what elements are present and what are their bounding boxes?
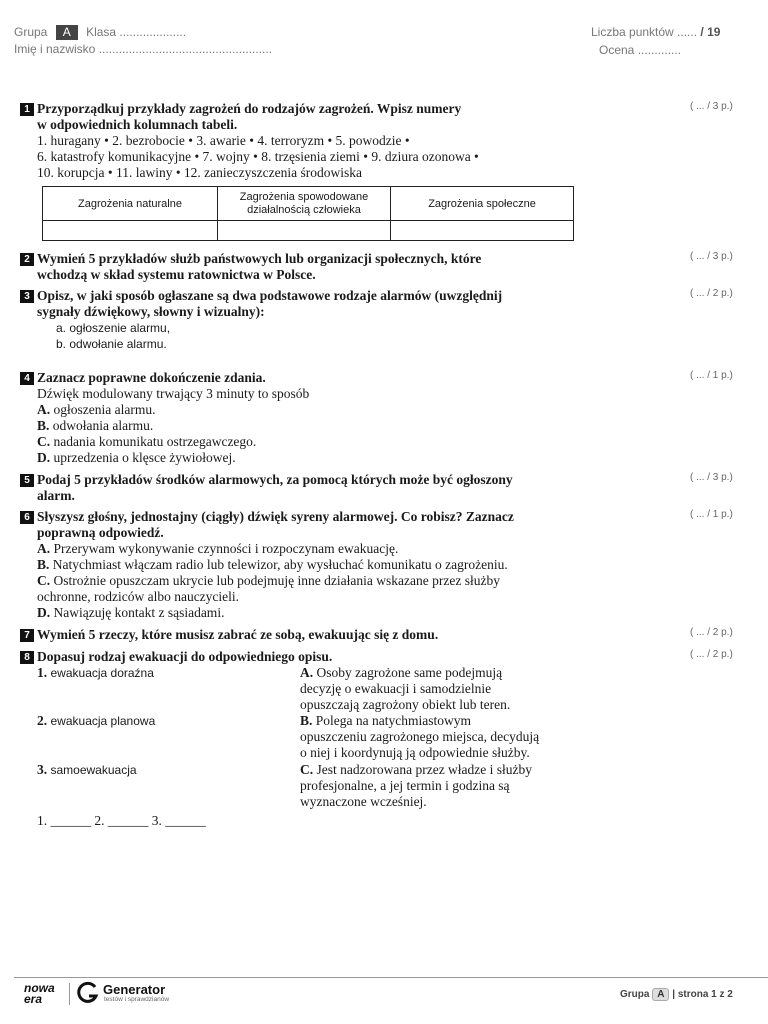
question-title-cont: w odpowiednich kolumnach tabeli. bbox=[37, 117, 238, 132]
table-cell-social[interactable] bbox=[391, 221, 574, 241]
match-number: 1. bbox=[37, 665, 48, 680]
footer-page-info bbox=[620, 988, 733, 1001]
generator-subtitle: testów i sprawdzianów bbox=[104, 996, 170, 1003]
question-title-cont: poprawną odpowiedź. bbox=[37, 525, 164, 540]
class-field: Klasa .................... bbox=[86, 25, 187, 39]
points-field bbox=[591, 25, 720, 39]
option-d[interactable] bbox=[20, 450, 580, 466]
match-desc: profesjonalne, a jej termin i godzina są bbox=[300, 778, 510, 793]
match-desc: opuszczają zagrożony obiekt lub teren. bbox=[300, 697, 511, 712]
match-desc: decyzję o ewakuacji i samodzielnie bbox=[300, 681, 492, 696]
question-title: Wymień 5 przykładów służb państwowych lub organizacji społecznych, które bbox=[37, 251, 482, 266]
question-title-cont: alarm. bbox=[37, 488, 75, 503]
match-letter: A. bbox=[300, 665, 314, 680]
option-text: odwołania alarmu. bbox=[52, 418, 154, 433]
option-text: Ostrożnie opuszczam ukrycie lub podejmuję inne działania wskazane przez służby bbox=[53, 573, 500, 588]
match-right-b bbox=[300, 713, 580, 761]
footer-divider bbox=[14, 977, 768, 978]
question-title: Słyszysz głośny, jednostajny (ciągły) dźwięk syreny alarmowej. Co robisz? Zaznacz bbox=[37, 509, 514, 524]
question-number: 7 bbox=[20, 629, 34, 642]
question-number: 4 bbox=[20, 372, 34, 385]
question-title: Opisz, w jaki sposób ogłaszane są dwa podstawowe rodzaje alarmów (uwzględnij bbox=[37, 288, 503, 303]
table-cell-human[interactable] bbox=[218, 221, 391, 241]
question-number: 5 bbox=[20, 474, 34, 487]
question-number: 6 bbox=[20, 511, 34, 524]
footer-logo-divider bbox=[69, 983, 70, 1005]
question-2 bbox=[20, 251, 580, 283]
option-text: Nawiązuję kontakt z sąsiadami. bbox=[53, 605, 225, 620]
question-8 bbox=[20, 649, 580, 665]
group-value-badge: A bbox=[56, 25, 78, 40]
option-text: Natychmiast włączam radio lub telewizor, aby wysłuchać komunikatu o zagrożeniu. bbox=[52, 557, 508, 572]
option-b[interactable] bbox=[20, 557, 580, 573]
question-title: Wymień 5 rzeczy, które musisz zabrać ze sobą, ewakuując się z domu. bbox=[37, 627, 439, 642]
question-4 bbox=[20, 370, 580, 466]
option-c-cont bbox=[20, 589, 580, 605]
match-text: ewakuacja doraźna bbox=[50, 666, 154, 680]
option-text: uprzedzenia o klęsce żywiołowej. bbox=[53, 450, 236, 465]
group-label: Grupa bbox=[14, 25, 48, 39]
question-3 bbox=[20, 288, 580, 352]
question-number: 8 bbox=[20, 651, 34, 664]
points-q8: ( ... / 2 p.) bbox=[690, 649, 733, 660]
option-a[interactable] bbox=[20, 402, 580, 418]
match-left-3 bbox=[37, 762, 137, 778]
points-q4: ( ... / 1 p.) bbox=[690, 370, 733, 381]
question-title: Przyporządkuj przykłady zagrożeń do rodzajów zagrożeń. Wpisz numery bbox=[37, 101, 462, 116]
option-letter: D. bbox=[37, 605, 51, 620]
points-q6: ( ... / 1 p.) bbox=[690, 509, 733, 520]
option-letter: D. bbox=[37, 450, 51, 465]
generator-logo-icon bbox=[77, 981, 99, 1010]
question-stem: Dźwięk modulowany trwający 3 minuty to sposób bbox=[37, 386, 310, 401]
match-letter: C. bbox=[300, 762, 314, 777]
option-c[interactable] bbox=[20, 434, 580, 450]
generator-title: Generator bbox=[103, 982, 166, 997]
group-field bbox=[14, 25, 186, 40]
table-header-natural: Zagrożenia naturalne bbox=[43, 187, 218, 221]
match-number: 3. bbox=[37, 762, 48, 777]
table-cell-natural[interactable] bbox=[43, 221, 218, 241]
option-letter: A. bbox=[37, 402, 51, 417]
match-number: 2. bbox=[37, 713, 48, 728]
match-letter: B. bbox=[300, 713, 313, 728]
examples-line: 10. korupcja • 11. lawiny • 12. zanieczyszczenia środowiska bbox=[37, 165, 362, 180]
option-text: Przerywam wykonywanie czynności i rozpoczynam ewakuację. bbox=[53, 541, 399, 556]
points-q3: ( ... / 2 p.) bbox=[690, 288, 733, 299]
logo-text: nowa era bbox=[24, 981, 55, 1006]
question-title-cont: sygnały dźwiękowy, słowny i wizualny): bbox=[37, 304, 265, 319]
match-text: samoewakuacja bbox=[50, 763, 137, 777]
option-letter: A. bbox=[37, 541, 51, 556]
match-desc: opuszczeniu zagrożonego miejsca, decydują bbox=[300, 729, 540, 744]
question-6 bbox=[20, 509, 580, 621]
option-text: ogłoszenia alarmu. bbox=[53, 402, 156, 417]
table-header-human: Zagrożenia spowodowane działalnością człowieka bbox=[218, 187, 391, 221]
match-left-2 bbox=[37, 713, 155, 729]
option-letter: C. bbox=[37, 434, 51, 449]
points-q7: ( ... / 2 p.) bbox=[690, 627, 733, 638]
footer-group-badge: A bbox=[652, 988, 669, 1001]
points-q1: ( ... / 3 p.) bbox=[690, 101, 733, 112]
match-desc: Osoby zagrożone same podejmują bbox=[316, 665, 503, 680]
match-desc: o niej i koordynują ją odpowiednie służby. bbox=[300, 745, 530, 760]
question-number: 3 bbox=[20, 290, 34, 303]
points-q5: ( ... / 3 p.) bbox=[690, 472, 733, 483]
grade-field: Ocena ............. bbox=[599, 43, 682, 57]
option-d[interactable] bbox=[20, 605, 580, 621]
question-1 bbox=[20, 101, 560, 181]
item-a: a. ogłoszenie alarmu, bbox=[56, 321, 171, 335]
footer-page-label: | strona 1 z 2 bbox=[672, 989, 733, 1000]
examples-line: 1. huragany • 2. bezrobocie • 3. awarie • 4. terroryzm • 5. powodzie • bbox=[37, 133, 410, 148]
question-5 bbox=[20, 472, 580, 504]
name-field: Imię i nazwisko .................................................... bbox=[14, 42, 273, 56]
option-a[interactable] bbox=[20, 541, 580, 557]
points-total: / 19 bbox=[700, 25, 721, 39]
table-header-social: Zagrożenia społeczne bbox=[391, 187, 574, 221]
option-text: ochronne, rodziców albo nauczycieli. bbox=[37, 589, 240, 604]
item-b: b. odwołanie alarmu. bbox=[56, 337, 167, 351]
match-desc: wyznaczone wcześniej. bbox=[300, 794, 427, 809]
question-title-cont: wchodzą w skład systemu ratownictwa w Polsce. bbox=[37, 267, 316, 282]
hazards-table bbox=[42, 186, 574, 241]
match-text: ewakuacja planowa bbox=[50, 714, 156, 728]
match-desc: Jest nadzorowana przez władze i służby bbox=[316, 762, 533, 777]
match-right-c bbox=[300, 762, 580, 810]
question-7 bbox=[20, 627, 580, 643]
points-label: Liczba punktów ...... bbox=[591, 25, 698, 39]
footer-group-label: Grupa bbox=[620, 989, 650, 1000]
nowa-era-logo bbox=[24, 983, 64, 1005]
option-b[interactable] bbox=[20, 418, 580, 434]
match-left-1 bbox=[37, 665, 154, 681]
question-number: 2 bbox=[20, 253, 34, 266]
option-c[interactable] bbox=[20, 573, 580, 589]
match-desc: Polega na natychmiastowym bbox=[315, 713, 471, 728]
question-title: Dopasuj rodzaj ewakuacji do odpowiedniego opisu. bbox=[37, 649, 333, 664]
answer-line[interactable]: 1. ______ 2. ______ 3. ______ bbox=[37, 813, 206, 828]
question-title: Zaznacz poprawne dokończenie zdania. bbox=[37, 370, 266, 385]
question-title: Podaj 5 przykładów środków alarmowych, za pomocą których może być ogłoszony bbox=[37, 472, 513, 487]
option-letter: C. bbox=[37, 573, 51, 588]
points-q2: ( ... / 3 p.) bbox=[690, 251, 733, 262]
option-text: nadania komunikatu ostrzegawczego. bbox=[53, 434, 257, 449]
question-number: 1 bbox=[20, 103, 34, 116]
option-letter: B. bbox=[37, 557, 50, 572]
examples-line: 6. katastrofy komunikacyjne • 7. wojny • 8. trzęsienia ziemi • 9. dziura ozonowa • bbox=[37, 149, 479, 164]
option-letter: B. bbox=[37, 418, 50, 433]
match-right-a bbox=[300, 665, 580, 713]
